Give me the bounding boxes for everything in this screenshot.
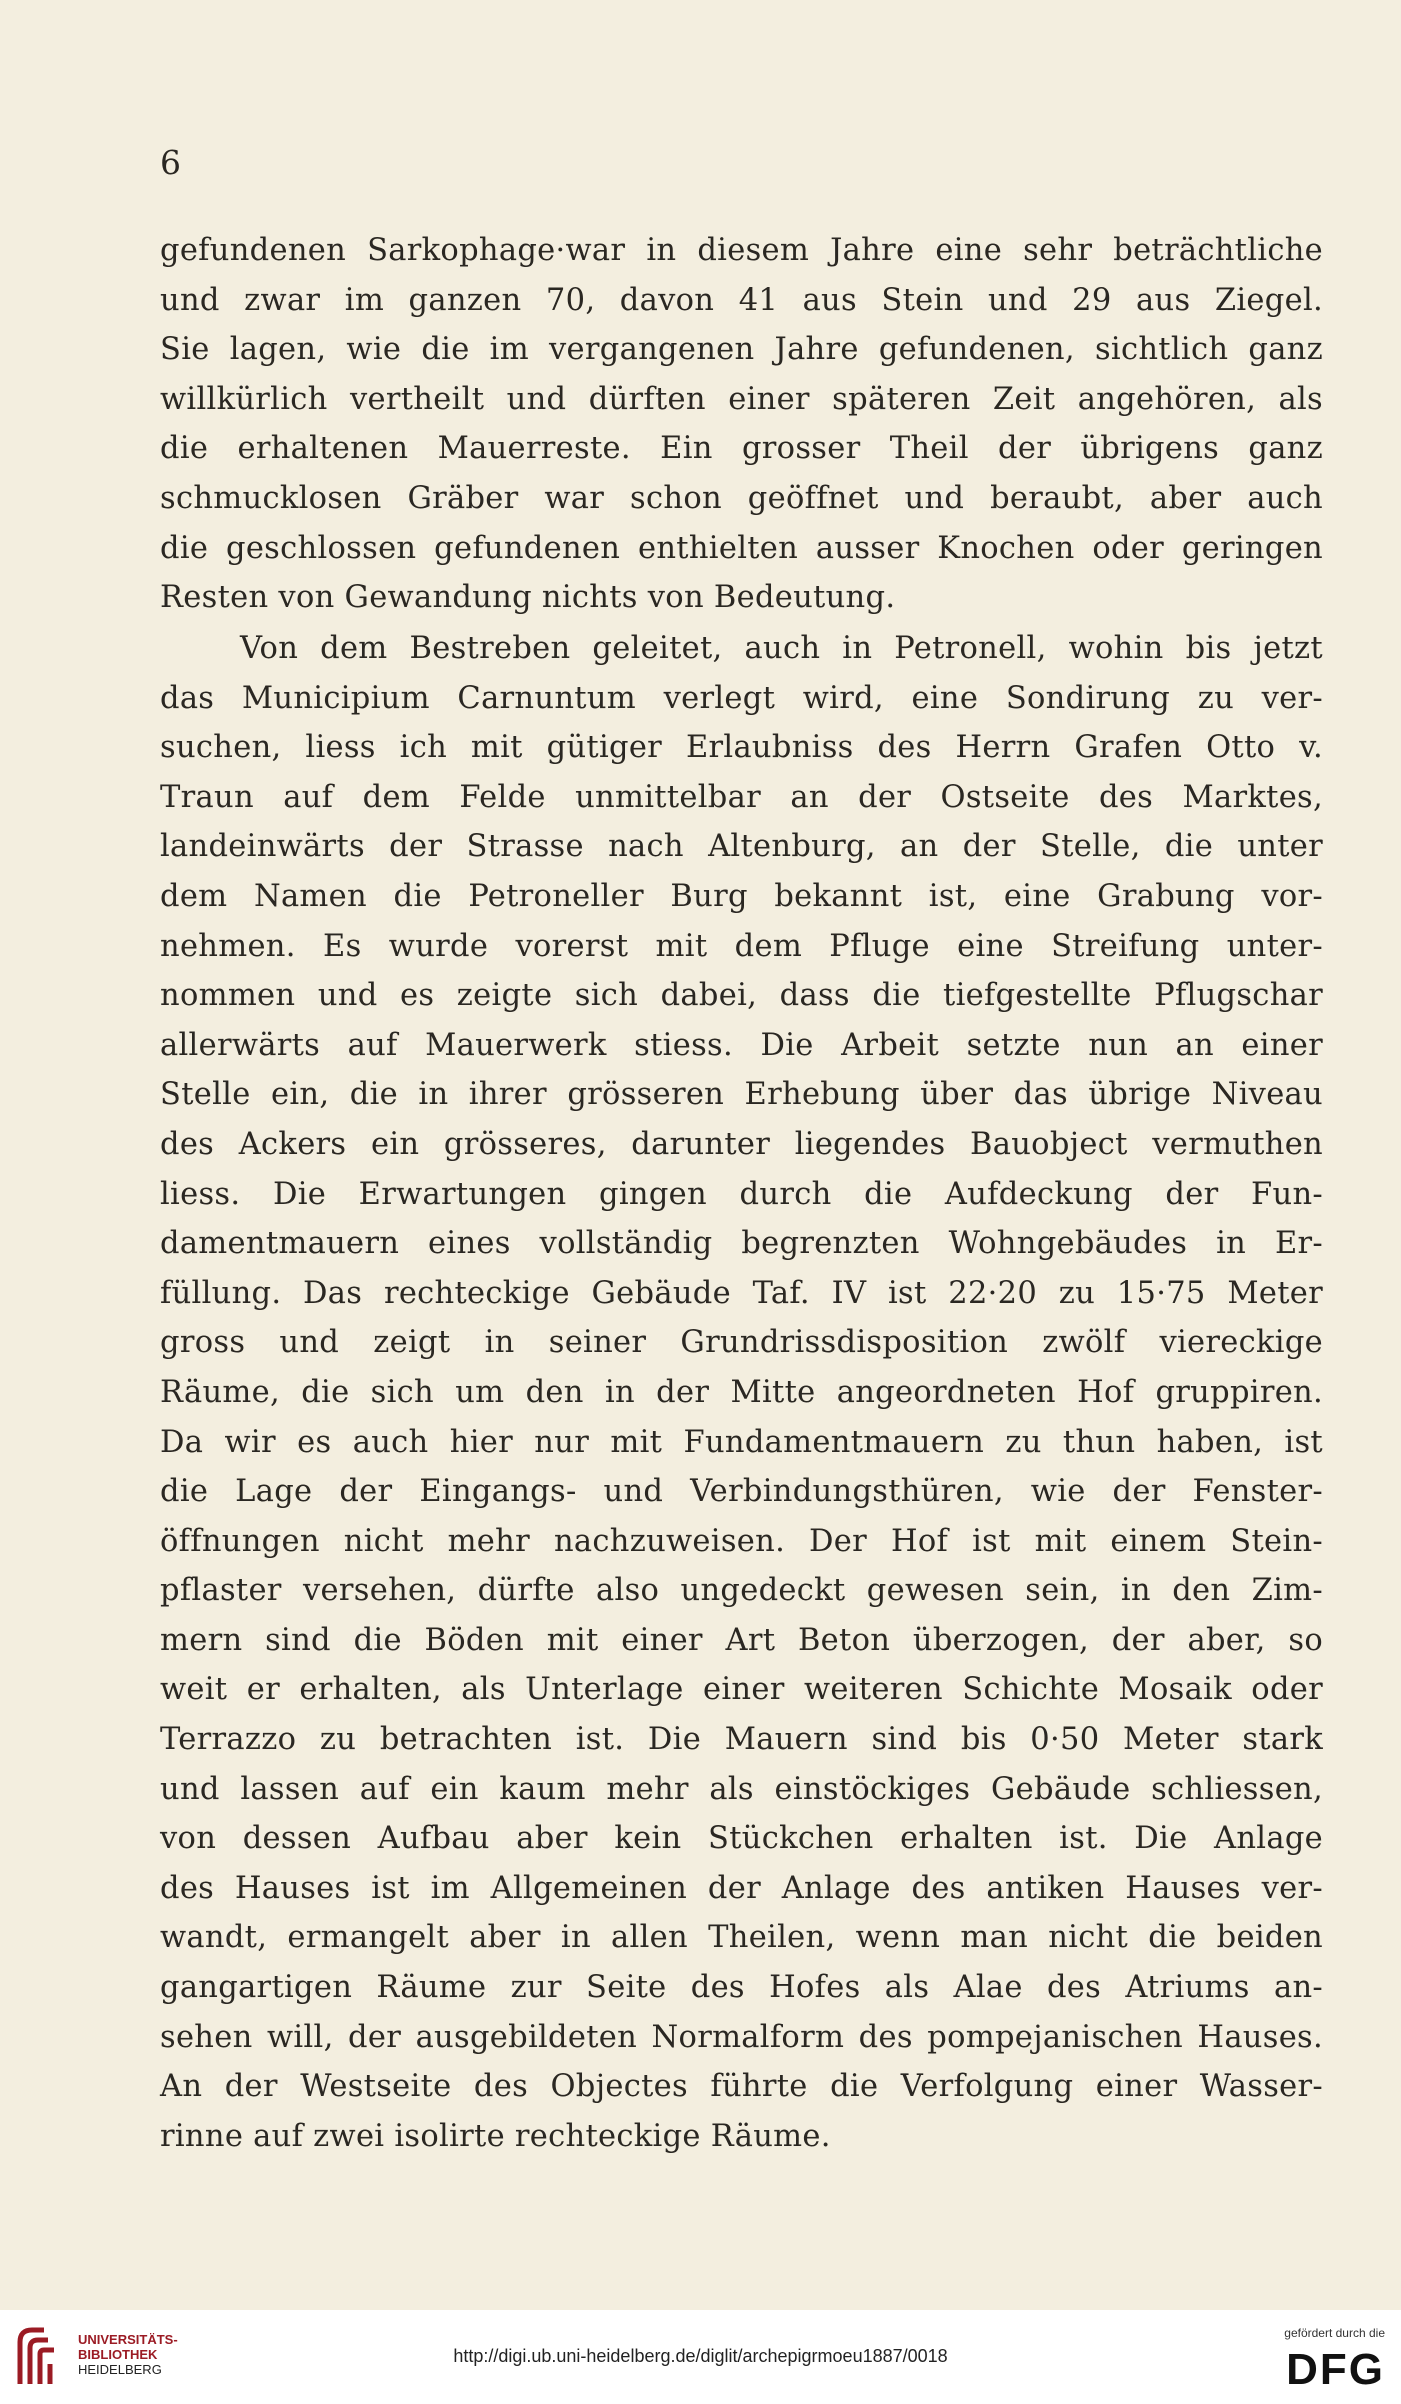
text-line: füllung. Das rechteckige Gebäude Taf. IV ist 22·20 zu 15·75 Meter bbox=[160, 1275, 1323, 1311]
text-line: nehmen. Es wurde vorerst mit dem Pfluge eine Streifung unter- bbox=[160, 928, 1323, 964]
text-line: sehen will, der ausgebildeten Normalform des pompejanischen Hauses. bbox=[160, 2019, 1323, 2055]
text-line: Resten von Gewandung nichts von Bedeutung. bbox=[160, 580, 896, 616]
text-line: pflaster versehen, dürfte also ungedeckt gewesen sein, in den Zim- bbox=[160, 1573, 1323, 1609]
text-line: die erhaltenen Mauerreste. Ein grosser Theil der übrigens ganz bbox=[160, 431, 1323, 467]
permalink-url[interactable]: http://digi.ub.uni-heidelberg.de/diglit/archepigrmoeu1887/0018 bbox=[453, 2346, 948, 2366]
text-line: weit er erhalten, als Unterlage einer weiteren Schichte Mosaik oder bbox=[160, 1672, 1323, 1708]
library-name-line-1: UNIVERSITÄTS- bbox=[78, 2332, 178, 2347]
library-name-line-3: HEIDELBERG bbox=[78, 2362, 162, 2377]
page-number: 6 bbox=[160, 143, 181, 182]
funding-note: gefördert durch die bbox=[1284, 2326, 1385, 2340]
text-line: Da wir es auch hier nur mit Fundamentmauern zu thun haben, ist bbox=[160, 1424, 1323, 1460]
text-line: Traun auf dem Felde unmittelbar an der Ostseite des Marktes, bbox=[160, 779, 1323, 815]
text-line: suchen, liess ich mit gütiger Erlaubniss des Herrn Grafen Otto v. bbox=[160, 730, 1323, 766]
library-name-line-2: BIBLIOTHEK bbox=[78, 2347, 158, 2362]
text-line: und zwar im ganzen 70, davon 41 aus Stein und 29 aus Ziegel. bbox=[160, 282, 1323, 318]
text-line: mern sind die Böden mit einer Art Beton überzogen, der aber, so bbox=[160, 1622, 1323, 1658]
text-line: liess. Die Erwartungen gingen durch die Aufdeckung der Fun- bbox=[160, 1176, 1323, 1212]
paragraph-2 bbox=[160, 624, 1323, 2161]
dfg-logo[interactable]: DFG bbox=[1286, 2345, 1385, 2394]
viewer-footer bbox=[0, 2310, 1401, 2404]
text-line: landeinwärts der Strasse nach Altenburg, an der Stelle, die unter bbox=[160, 829, 1323, 865]
text-line: Räume, die sich um den in der Mitte angeordneten Hof gruppiren. bbox=[160, 1374, 1323, 1410]
text-line: das Municipium Carnuntum verlegt wird, eine Sondirung zu ver- bbox=[160, 680, 1323, 716]
paragraph-1 bbox=[160, 226, 1323, 623]
text-line: die geschlossen gefundenen enthielten ausser Knochen oder geringen bbox=[160, 530, 1323, 566]
text-line: Terrazzo zu betrachten ist. Die Mauern sind bis 0·50 Meter stark bbox=[160, 1722, 1323, 1758]
text-line: allerwärts auf Mauerwerk stiess. Die Arbeit setzte nun an einer bbox=[160, 1027, 1323, 1063]
text-line: des Ackers ein grösseres, darunter liegendes Bauobject vermuthen bbox=[160, 1126, 1323, 1162]
text-line: dem Namen die Petroneller Burg bekannt ist, eine Grabung vor- bbox=[160, 878, 1323, 914]
text-line: die Lage der Eingangs- und Verbindungsthüren, wie der Fenster- bbox=[160, 1474, 1323, 1510]
text-line: Sie lagen, wie die im vergangenen Jahre gefundenen, sichtlich ganz bbox=[160, 332, 1323, 368]
text-line: nommen und es zeigte sich dabei, dass die tiefgestellte Pflugschar bbox=[160, 978, 1323, 1014]
text-line: des Hauses ist im Allgemeinen der Anlage des antiken Hauses ver- bbox=[160, 1870, 1323, 1906]
text-line: gangartigen Räume zur Seite des Hofes als Alae des Atriums an- bbox=[160, 1970, 1323, 2006]
text-line: rinne auf zwei isolirte rechteckige Räume. bbox=[160, 2118, 831, 2154]
text-line: von dessen Aufbau aber kein Stückchen erhalten ist. Die Anlage bbox=[160, 1821, 1323, 1857]
text-line: gefundenen Sarkophage·war in diesem Jahre eine sehr beträchtliche bbox=[160, 233, 1323, 268]
text-line: An der Westseite des Objectes führte die Verfolgung einer Wasser- bbox=[160, 2069, 1323, 2105]
text-line: damentmauern eines vollständig begrenzten Wohngebäudes in Er- bbox=[160, 1226, 1323, 1262]
text-line: schmucklosen Gräber war schon geöffnet und beraubt, aber auch bbox=[160, 480, 1323, 516]
text-line: willkürlich vertheilt und dürften einer späteren Zeit angehören, als bbox=[160, 381, 1323, 417]
text-line: gross und zeigt in seiner Grundrissdisposition zwölf viereckige bbox=[160, 1325, 1323, 1361]
text-line: wandt, ermangelt aber in allen Theilen, wenn man nicht die beiden bbox=[160, 1920, 1323, 1956]
text-line: und lassen auf ein kaum mehr als einstöckiges Gebäude schliessen, bbox=[160, 1771, 1323, 1807]
text-line: öffnungen nicht mehr nachzuweisen. Der Hof ist mit einem Stein- bbox=[160, 1523, 1323, 1559]
text-line: Stelle ein, die in ihrer grösseren Erhebung über das übrige Niveau bbox=[160, 1077, 1323, 1113]
text-line: Von dem Bestreben geleitet, auch in Petronell, wohin bis jetzt bbox=[240, 631, 1323, 666]
